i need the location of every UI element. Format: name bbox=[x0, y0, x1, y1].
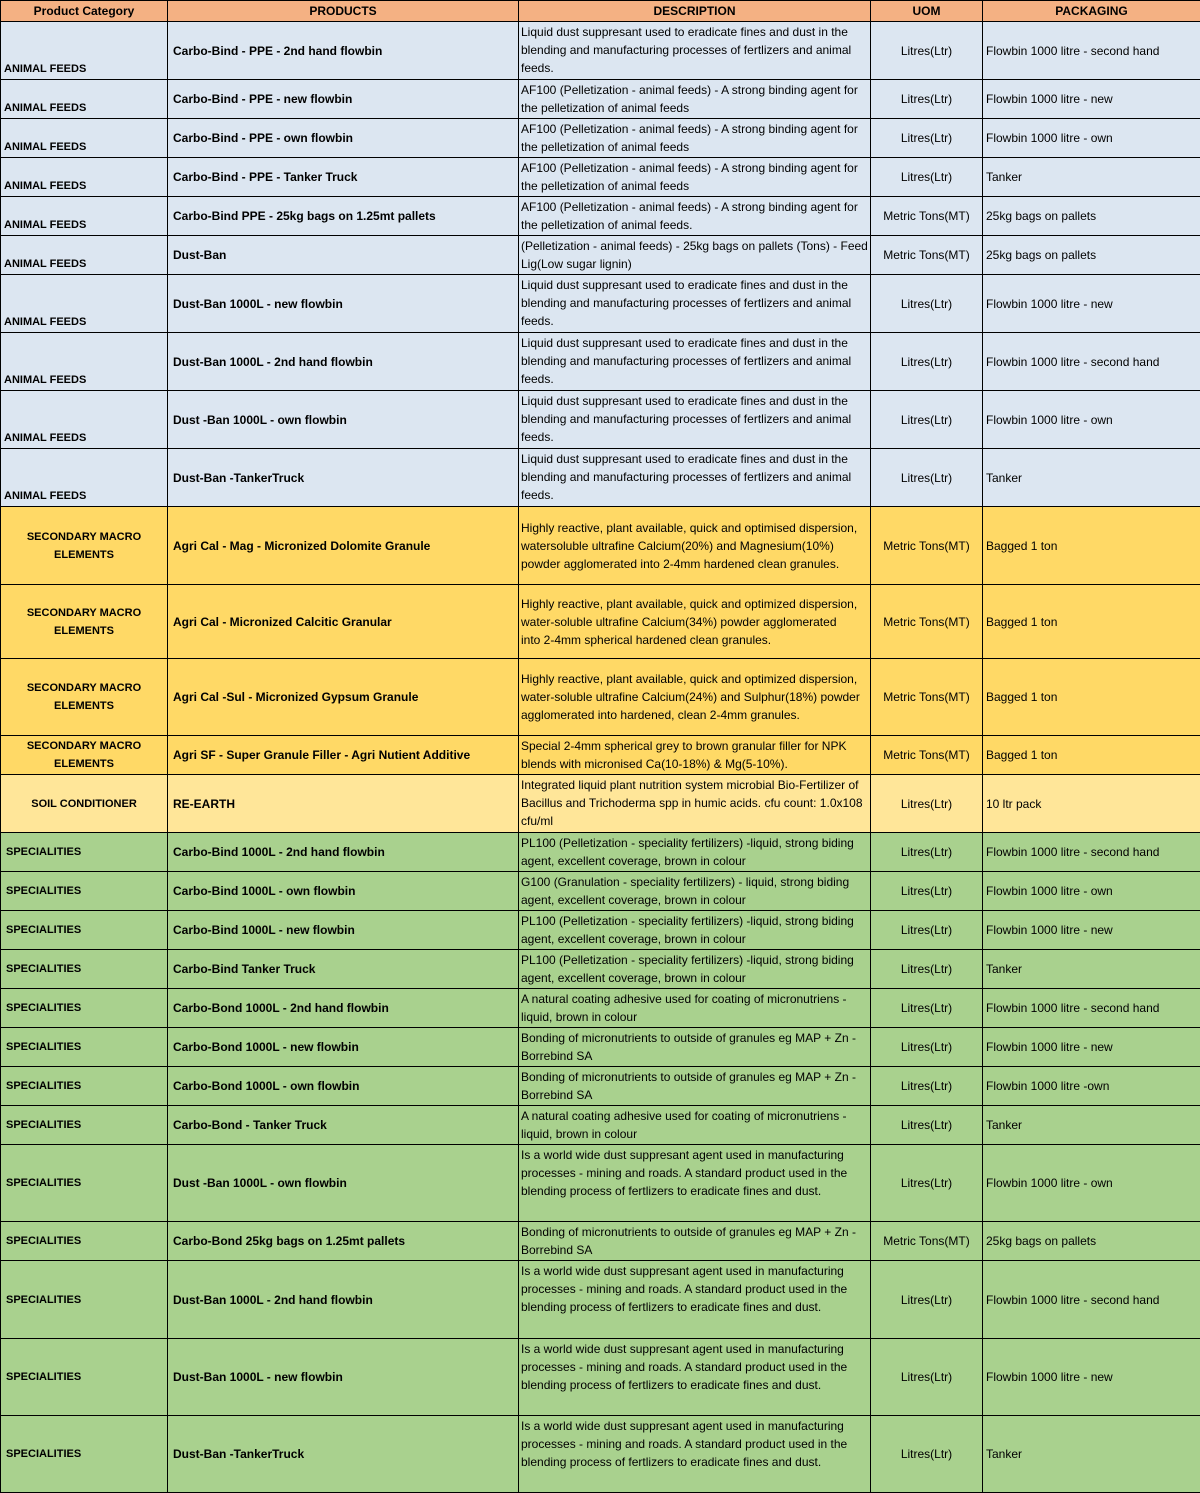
uom-cell: Litres(Ltr) bbox=[871, 275, 983, 333]
table-row bbox=[1, 391, 1200, 449]
table-row bbox=[1, 1106, 1200, 1145]
uom-cell: Litres(Ltr) bbox=[871, 833, 983, 872]
packaging-cell: Flowbin 1000 litre - second hand bbox=[983, 1261, 1200, 1339]
packaging-cell: Flowbin 1000 litre - new bbox=[983, 80, 1200, 119]
product-cell: Carbo-Bind - PPE - Tanker Truck bbox=[168, 158, 519, 197]
product-cell: Carbo-Bind - PPE - own flowbin bbox=[168, 119, 519, 158]
description-cell: PL100 (Pelletization - speciality fertilizers) -liquid, strong biding agent, excellent coverage, brown in colour bbox=[519, 833, 871, 872]
description-cell: Liquid dust suppresant used to eradicate fines and dust in the blending and manufacturing processes of fertlizers and animal feeds. bbox=[519, 449, 871, 507]
description-cell: AF100 (Pelletization - animal feeds) - A strong binding agent for the pelletization of animal feeds. bbox=[519, 197, 871, 236]
table-row bbox=[1, 236, 1200, 275]
description-cell: Is a world wide dust suppresant agent used in manufacturing processes - mining and roads. A standard product used in the blending process of fertlizers to eradicate fines and dust. bbox=[519, 1416, 871, 1493]
table-row bbox=[1, 989, 1200, 1028]
product-cell: Carbo-Bind - PPE - new flowbin bbox=[168, 80, 519, 119]
description-cell: AF100 (Pelletization - animal feeds) - A strong binding agent for the pelletization of animal feeds bbox=[519, 158, 871, 197]
category-cell: SPECIALITIES bbox=[1, 1339, 168, 1416]
packaging-cell: Bagged 1 ton bbox=[983, 736, 1200, 775]
table-row bbox=[1, 80, 1200, 119]
description-cell: Liquid dust suppresant used to eradicate fines and dust in the blending and manufacturing processes of fertlizers and animal feeds. bbox=[519, 275, 871, 333]
product-cell: Carbo-Bind 1000L - new flowbin bbox=[168, 911, 519, 950]
packaging-cell: Tanker bbox=[983, 449, 1200, 507]
table-row bbox=[1, 1339, 1200, 1416]
product-cell: Agri Cal -Sul - Micronized Gypsum Granule bbox=[168, 659, 519, 736]
uom-cell: Litres(Ltr) bbox=[871, 911, 983, 950]
description-cell: A natural coating adhesive used for coating of micronutriens - liquid, brown in colour bbox=[519, 1106, 871, 1145]
packaging-cell: Bagged 1 ton bbox=[983, 507, 1200, 585]
product-cell: Carbo-Bind 1000L - own flowbin bbox=[168, 872, 519, 911]
packaging-cell: Flowbin 1000 litre - second hand bbox=[983, 989, 1200, 1028]
uom-cell: Litres(Ltr) bbox=[871, 989, 983, 1028]
description-cell: (Pelletization - animal feeds) - 25kg bags on pallets (Tons) - Feed Lig(Low sugar lignin) bbox=[519, 236, 871, 275]
product-cell: Carbo-Bond - Tanker Truck bbox=[168, 1106, 519, 1145]
table-row bbox=[1, 333, 1200, 391]
product-cell: Dust -Ban 1000L - own flowbin bbox=[168, 391, 519, 449]
table-row bbox=[1, 833, 1200, 872]
table-row bbox=[1, 158, 1200, 197]
product-cell: Carbo-Bind PPE - 25kg bags on 1.25mt pallets bbox=[168, 197, 519, 236]
uom-cell: Litres(Ltr) bbox=[871, 391, 983, 449]
uom-cell: Litres(Ltr) bbox=[871, 1028, 983, 1067]
packaging-cell: Tanker bbox=[983, 1416, 1200, 1493]
description-cell: A natural coating adhesive used for coating of micronutriens - liquid, brown in colour bbox=[519, 989, 871, 1028]
header-description: DESCRIPTION bbox=[519, 1, 871, 22]
category-cell: SECONDARY MACRO ELEMENTS bbox=[1, 659, 168, 736]
uom-cell: Metric Tons(MT) bbox=[871, 585, 983, 659]
category-cell: SPECIALITIES bbox=[1, 1261, 168, 1339]
description-cell: Liquid dust suppresant used to eradicate fines and dust in the blending and manufacturing processes of fertlizers and animal feeds. bbox=[519, 391, 871, 449]
category-cell: SPECIALITIES bbox=[1, 1222, 168, 1261]
table-row bbox=[1, 1261, 1200, 1339]
table-row bbox=[1, 22, 1200, 80]
description-cell: Highly reactive, plant available, quick and optimized dispersion, water-soluble ultrafine Calcium(24%) and Sulphur(18%) powder agglomerated into hardened, clean 2-4mm granules. bbox=[519, 659, 871, 736]
description-cell: PL100 (Pelletization - speciality fertilizers) -liquid, strong biding agent, excellent coverage, brown in colour bbox=[519, 950, 871, 989]
description-cell: Bonding of micronutrients to outside of granules eg MAP + Zn - Borrebind SA bbox=[519, 1222, 871, 1261]
product-cell: Carbo-Bind Tanker Truck bbox=[168, 950, 519, 989]
description-cell: Special 2-4mm spherical grey to brown granular filler for NPK blends with micronised Ca(10-18%) & Mg(5-10%). bbox=[519, 736, 871, 775]
category-cell: ANIMAL FEEDS bbox=[1, 391, 168, 449]
product-cell: Dust-Ban bbox=[168, 236, 519, 275]
packaging-cell: Flowbin 1000 litre - own bbox=[983, 1145, 1200, 1222]
header-packaging: PACKAGING bbox=[983, 1, 1200, 22]
product-cell: Carbo-Bond 1000L - own flowbin bbox=[168, 1067, 519, 1106]
category-cell: SECONDARY MACRO ELEMENTS bbox=[1, 585, 168, 659]
table-row bbox=[1, 119, 1200, 158]
description-cell: Is a world wide dust suppresant agent used in manufacturing processes - mining and roads. A standard product used in the blending process of fertlizers to eradicate fines and dust. bbox=[519, 1145, 871, 1222]
table-row bbox=[1, 911, 1200, 950]
header-row bbox=[1, 1, 1200, 22]
category-cell: ANIMAL FEEDS bbox=[1, 333, 168, 391]
product-cell: Carbo-Bind - PPE - 2nd hand flowbin bbox=[168, 22, 519, 80]
packaging-cell: Bagged 1 ton bbox=[983, 585, 1200, 659]
uom-cell: Metric Tons(MT) bbox=[871, 236, 983, 275]
packaging-cell: Flowbin 1000 litre - second hand bbox=[983, 833, 1200, 872]
category-cell: ANIMAL FEEDS bbox=[1, 236, 168, 275]
uom-cell: Litres(Ltr) bbox=[871, 22, 983, 80]
uom-cell: Litres(Ltr) bbox=[871, 1261, 983, 1339]
packaging-cell: Tanker bbox=[983, 158, 1200, 197]
table-row bbox=[1, 1028, 1200, 1067]
description-cell: AF100 (Pelletization - animal feeds) - A strong binding agent for the pelletization of animal feeds bbox=[519, 80, 871, 119]
category-cell: SPECIALITIES bbox=[1, 911, 168, 950]
packaging-cell: Flowbin 1000 litre - own bbox=[983, 391, 1200, 449]
uom-cell: Litres(Ltr) bbox=[871, 158, 983, 197]
table-row bbox=[1, 736, 1200, 775]
product-cell: Agri SF - Super Granule Filler - Agri Nutient Additive bbox=[168, 736, 519, 775]
description-cell: Liquid dust suppresant used to eradicate fines and dust in the blending and manufacturing processes of fertlizers and animal feeds. bbox=[519, 22, 871, 80]
product-cell: Agri Cal - Micronized Calcitic Granular bbox=[168, 585, 519, 659]
category-cell: SPECIALITIES bbox=[1, 1145, 168, 1222]
product-cell: Carbo-Bond 1000L - 2nd hand flowbin bbox=[168, 989, 519, 1028]
packaging-cell: 25kg bags on pallets bbox=[983, 1222, 1200, 1261]
table-row bbox=[1, 950, 1200, 989]
category-cell: ANIMAL FEEDS bbox=[1, 197, 168, 236]
category-cell: SPECIALITIES bbox=[1, 1416, 168, 1493]
table-row bbox=[1, 197, 1200, 236]
table-row bbox=[1, 872, 1200, 911]
table-row bbox=[1, 659, 1200, 736]
category-cell: SOIL CONDITIONER bbox=[1, 775, 168, 833]
category-cell: ANIMAL FEEDS bbox=[1, 80, 168, 119]
uom-cell: Metric Tons(MT) bbox=[871, 659, 983, 736]
packaging-cell: Tanker bbox=[983, 1106, 1200, 1145]
header-uom: UOM bbox=[871, 1, 983, 22]
table-row bbox=[1, 275, 1200, 333]
uom-cell: Litres(Ltr) bbox=[871, 1416, 983, 1493]
packaging-cell: 25kg bags on pallets bbox=[983, 236, 1200, 275]
uom-cell: Litres(Ltr) bbox=[871, 950, 983, 989]
packaging-cell: Flowbin 1000 litre - second hand bbox=[983, 22, 1200, 80]
category-cell: SPECIALITIES bbox=[1, 1028, 168, 1067]
table-row bbox=[1, 1222, 1200, 1261]
product-cell: Dust-Ban -TankerTruck bbox=[168, 1416, 519, 1493]
uom-cell: Litres(Ltr) bbox=[871, 1339, 983, 1416]
description-cell: Is a world wide dust suppresant agent used in manufacturing processes - mining and roads. A standard product used in the blending process of fertlizers to eradicate fines and dust. bbox=[519, 1261, 871, 1339]
description-cell: AF100 (Pelletization - animal feeds) - A strong binding agent for the pelletization of animal feeds bbox=[519, 119, 871, 158]
uom-cell: Litres(Ltr) bbox=[871, 1106, 983, 1145]
product-cell: Dust-Ban 1000L - new flowbin bbox=[168, 275, 519, 333]
packaging-cell: Flowbin 1000 litre - new bbox=[983, 911, 1200, 950]
table-row bbox=[1, 585, 1200, 659]
header-category: Product Category bbox=[1, 1, 168, 22]
description-cell: Bonding of micronutrients to outside of granules eg MAP + Zn - Borrebind SA bbox=[519, 1028, 871, 1067]
product-cell: Dust-Ban 1000L - 2nd hand flowbin bbox=[168, 1261, 519, 1339]
packaging-cell: Bagged 1 ton bbox=[983, 659, 1200, 736]
uom-cell: Litres(Ltr) bbox=[871, 1067, 983, 1106]
product-cell: Dust-Ban -TankerTruck bbox=[168, 449, 519, 507]
uom-cell: Litres(Ltr) bbox=[871, 80, 983, 119]
product-cell: Dust-Ban 1000L - 2nd hand flowbin bbox=[168, 333, 519, 391]
table-row bbox=[1, 1067, 1200, 1106]
category-cell: ANIMAL FEEDS bbox=[1, 449, 168, 507]
uom-cell: Litres(Ltr) bbox=[871, 333, 983, 391]
description-cell: Highly reactive, plant available, quick and optimised dispersion, watersoluble ultrafine Calcium(20%) and Magnesium(10%) powder agglomerated into 2-4mm hardened clean granules. bbox=[519, 507, 871, 585]
product-cell: Carbo-Bond 25kg bags on 1.25mt pallets bbox=[168, 1222, 519, 1261]
description-cell: Bonding of micronutrients to outside of granules eg MAP + Zn - Borrebind SA bbox=[519, 1067, 871, 1106]
category-cell: SPECIALITIES bbox=[1, 950, 168, 989]
uom-cell: Litres(Ltr) bbox=[871, 872, 983, 911]
category-cell: SPECIALITIES bbox=[1, 833, 168, 872]
packaging-cell: Tanker bbox=[983, 950, 1200, 989]
uom-cell: Metric Tons(MT) bbox=[871, 1222, 983, 1261]
product-cell: Carbo-Bind 1000L - 2nd hand flowbin bbox=[168, 833, 519, 872]
category-cell: SPECIALITIES bbox=[1, 872, 168, 911]
uom-cell: Litres(Ltr) bbox=[871, 775, 983, 833]
packaging-cell: Flowbin 1000 litre - new bbox=[983, 275, 1200, 333]
table-row bbox=[1, 775, 1200, 833]
uom-cell: Litres(Ltr) bbox=[871, 449, 983, 507]
uom-cell: Litres(Ltr) bbox=[871, 119, 983, 158]
category-cell: SECONDARY MACRO ELEMENTS bbox=[1, 736, 168, 775]
category-cell: ANIMAL FEEDS bbox=[1, 22, 168, 80]
category-cell: ANIMAL FEEDS bbox=[1, 119, 168, 158]
header-products: PRODUCTS bbox=[168, 1, 519, 22]
category-cell: SPECIALITIES bbox=[1, 1067, 168, 1106]
table-row bbox=[1, 1145, 1200, 1222]
packaging-cell: 10 ltr pack bbox=[983, 775, 1200, 833]
description-cell: G100 (Granulation - speciality fertilizers) - liquid, strong biding agent, excellent coverage, brown in colour bbox=[519, 872, 871, 911]
category-cell: ANIMAL FEEDS bbox=[1, 275, 168, 333]
uom-cell: Metric Tons(MT) bbox=[871, 197, 983, 236]
packaging-cell: Flowbin 1000 litre - own bbox=[983, 872, 1200, 911]
category-cell: SPECIALITIES bbox=[1, 989, 168, 1028]
category-cell: SECONDARY MACRO ELEMENTS bbox=[1, 507, 168, 585]
product-cell: Agri Cal - Mag - Micronized Dolomite Granule bbox=[168, 507, 519, 585]
product-cell: Carbo-Bond 1000L - new flowbin bbox=[168, 1028, 519, 1067]
uom-cell: Metric Tons(MT) bbox=[871, 736, 983, 775]
table-row bbox=[1, 1416, 1200, 1493]
uom-cell: Metric Tons(MT) bbox=[871, 507, 983, 585]
packaging-cell: 25kg bags on pallets bbox=[983, 197, 1200, 236]
packaging-cell: Flowbin 1000 litre - second hand bbox=[983, 333, 1200, 391]
packaging-cell: Flowbin 1000 litre - own bbox=[983, 119, 1200, 158]
table-row bbox=[1, 449, 1200, 507]
product-cell: Dust -Ban 1000L - own flowbin bbox=[168, 1145, 519, 1222]
description-cell: Highly reactive, plant available, quick and optimized dispersion, water-soluble ultrafine Calcium(34%) powder agglomerated into 2-4mm spherical hardened clean granules. bbox=[519, 585, 871, 659]
uom-cell: Litres(Ltr) bbox=[871, 1145, 983, 1222]
description-cell: Is a world wide dust suppresant agent used in manufacturing processes - mining and roads. A standard product used in the blending process of fertlizers to eradicate fines and dust. bbox=[519, 1339, 871, 1416]
packaging-cell: Flowbin 1000 litre -own bbox=[983, 1067, 1200, 1106]
description-cell: Liquid dust suppresant used to eradicate fines and dust in the blending and manufacturing processes of fertlizers and animal feeds. bbox=[519, 333, 871, 391]
packaging-cell: Flowbin 1000 litre - new bbox=[983, 1339, 1200, 1416]
packaging-cell: Flowbin 1000 litre - new bbox=[983, 1028, 1200, 1067]
description-cell: PL100 (Pelletization - speciality fertilizers) -liquid, strong biding agent, excellent coverage, brown in colour bbox=[519, 911, 871, 950]
description-cell: Integrated liquid plant nutrition system microbial Bio-Fertilizer of Bacillus and Trichoderma spp in humic acids. cfu count: 1.0x108 cfu/ml bbox=[519, 775, 871, 833]
table-row bbox=[1, 507, 1200, 585]
category-cell: ANIMAL FEEDS bbox=[1, 158, 168, 197]
product-cell: Dust-Ban 1000L - new flowbin bbox=[168, 1339, 519, 1416]
category-cell: SPECIALITIES bbox=[1, 1106, 168, 1145]
product-cell: RE-EARTH bbox=[168, 775, 519, 833]
